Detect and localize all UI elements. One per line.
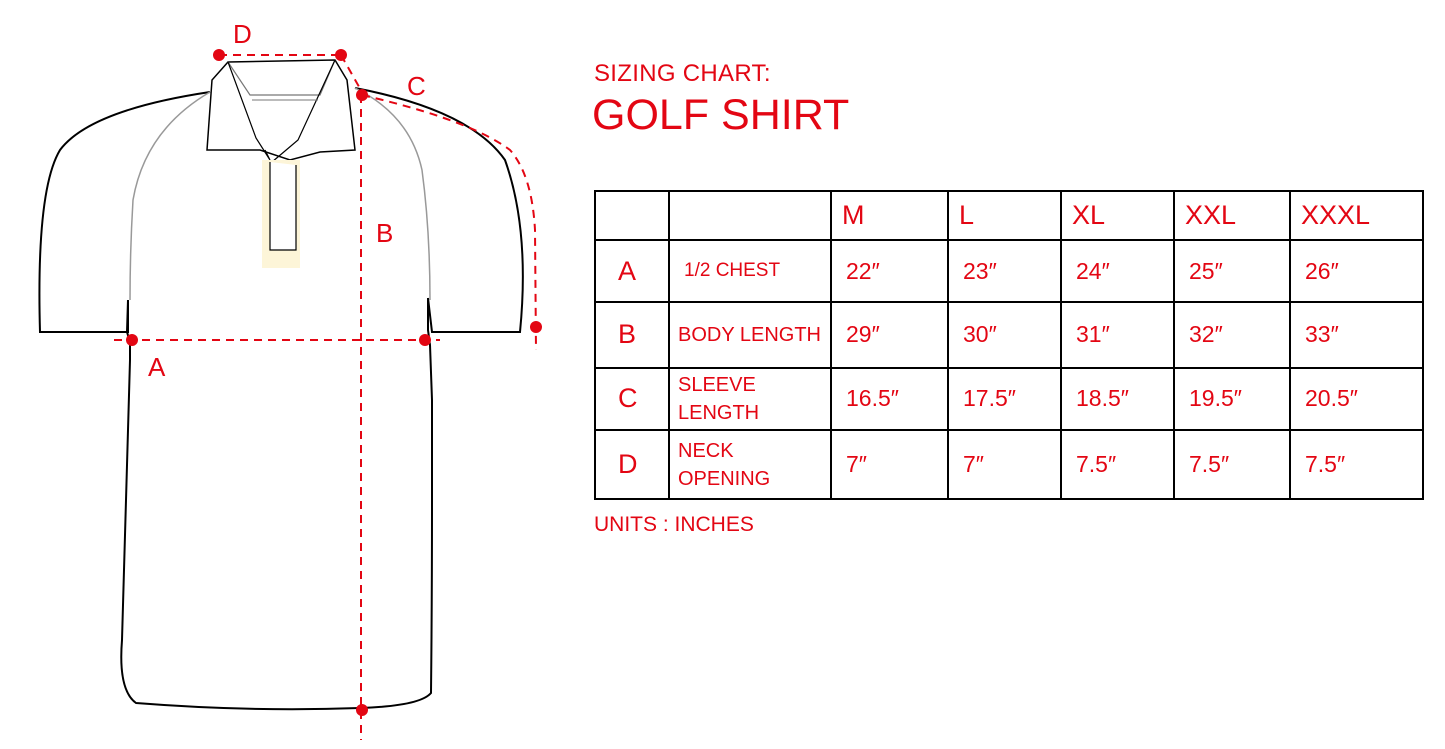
- measure-value: 26″: [1290, 240, 1423, 302]
- measure-code: C: [595, 368, 669, 431]
- measure-code: B: [595, 302, 669, 368]
- table-row: [595, 430, 1423, 499]
- size-table: [594, 190, 1424, 500]
- right-sleeve-outline: [355, 88, 523, 332]
- measure-value: 30″: [948, 302, 1061, 368]
- dim-d-start-dot: [213, 49, 225, 61]
- measure-value: 17.5″: [948, 368, 1061, 431]
- shirt-outline: [121, 298, 432, 709]
- size-header: M: [831, 191, 948, 240]
- measure-value: 24″: [1061, 240, 1174, 302]
- measure-name: 1/2 CHEST: [669, 240, 831, 302]
- measure-code: D: [595, 430, 669, 499]
- measure-value: 20.5″: [1290, 368, 1423, 431]
- dim-a-start-dot: [126, 334, 138, 346]
- dim-a-label: A: [148, 352, 166, 382]
- table-row: [595, 240, 1423, 302]
- size-header: XXXL: [1290, 191, 1423, 240]
- measure-value: 23″: [948, 240, 1061, 302]
- measure-value: 32″: [1174, 302, 1290, 368]
- dim-c-label: C: [407, 71, 426, 101]
- size-header: L: [948, 191, 1061, 240]
- table-header-row: [595, 191, 1423, 240]
- measure-value: 31″: [1061, 302, 1174, 368]
- left-sleeve-outline: [39, 92, 210, 332]
- size-header: XXL: [1174, 191, 1290, 240]
- dim-b-end-dot: [356, 704, 368, 716]
- dim-b-label: B: [376, 218, 394, 248]
- size-header: XL: [1061, 191, 1174, 240]
- measure-value: 7″: [948, 430, 1061, 499]
- measure-value: 7.5″: [1061, 430, 1174, 499]
- measure-value: 7″: [831, 430, 948, 499]
- dim-c-end-dot: [530, 321, 542, 333]
- collar-outline: [207, 60, 355, 160]
- golf-shirt-diagram: [0, 0, 600, 749]
- placket-edge: [270, 162, 296, 250]
- left-raglan-seam: [130, 92, 210, 300]
- measure-value: 18.5″: [1061, 368, 1174, 431]
- right-raglan-seam: [355, 88, 430, 300]
- measure-value: 25″: [1174, 240, 1290, 302]
- measure-value: 29″: [831, 302, 948, 368]
- dim-a-end-dot: [419, 334, 431, 346]
- measure-value: 7.5″: [1174, 430, 1290, 499]
- measure-name: SLEEVE LENGTH: [669, 368, 831, 431]
- header-empty-cell: [669, 191, 831, 240]
- table-row: [595, 302, 1423, 368]
- dim-d-label: D: [233, 19, 252, 49]
- measure-value: 7.5″: [1290, 430, 1423, 499]
- measure-name: NECK OPENING: [669, 430, 831, 499]
- measure-value: 33″: [1290, 302, 1423, 368]
- measure-code: A: [595, 240, 669, 302]
- measure-value: 16.5″: [831, 368, 948, 431]
- measure-value: 19.5″: [1174, 368, 1290, 431]
- table-row: [595, 368, 1423, 431]
- header-empty-cell: [595, 191, 669, 240]
- chart-subtitle: SIZING CHART:: [594, 60, 771, 87]
- measure-value: 22″: [831, 240, 948, 302]
- chart-title: GOLF SHIRT: [592, 91, 850, 139]
- units-note: UNITS : INCHES: [594, 513, 754, 536]
- measure-name: BODY LENGTH: [669, 302, 831, 368]
